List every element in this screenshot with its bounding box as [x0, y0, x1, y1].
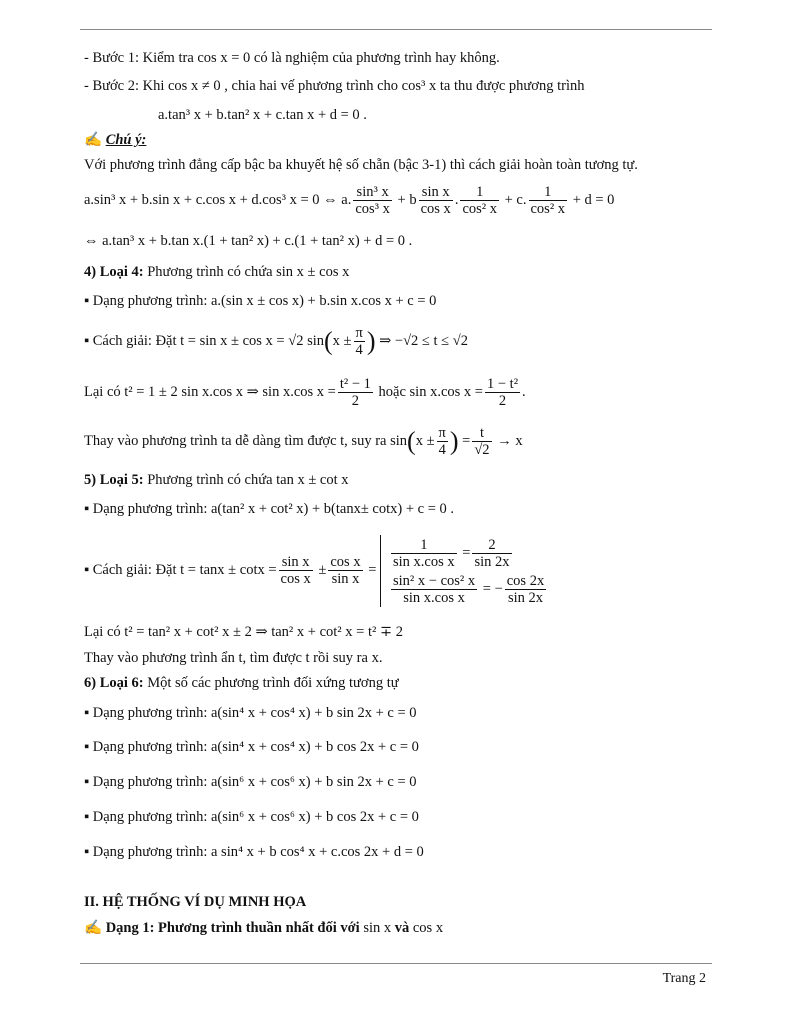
fraction: $\frac{t}{√2}$	[474, 425, 490, 459]
type4-form: ▪ Dạng phương trình: a.(sin x ± cos x) + b.sin x.cos x + c = 0	[84, 293, 437, 309]
fraction: $\frac{\text{sin² x − cos² x}}{\text{sin x.cos x}}$	[393, 572, 476, 606]
equation-equivalent: ⇔ a.tan³ x + b.tan x.(1 + tan² x) + c.(1 + tan² x) + d = 0 .	[84, 233, 413, 249]
type4-thay: Thay vào phương trình ta dễ dàng tìm được t, suy ra sin(x ± $\frac{\pi}{4}$ ) = $\frac{t}{√2}$ → x	[84, 425, 523, 459]
fraction: $\frac{\pi}{4}$	[438, 425, 446, 459]
fraction: $\frac{\text{cos x}}{\text{sin x}}$	[330, 554, 361, 588]
type6-form-1: ▪ Dạng phương trình: a(sin⁴ x + cos⁴ x) + b sin 2x + c = 0	[84, 705, 417, 721]
note-text: Với phương trình đẳng cấp bậc ba khuyết hệ số chẵn (bậc 3-1) thì cách giải hoàn toàn tương tự.	[84, 157, 638, 173]
fraction: $\frac{1}{\text{sin x.cos x}}$	[393, 536, 455, 570]
type6-heading: 6) Loại 6: Một số các phương trình đối xứng tương tự	[84, 675, 399, 691]
type5-solve: ▪ Cách giải: Đặt t = tanx ± cotx = $\frac{\text{sin x}}{\text{cos x}}$ ± $\frac{\text{cos x}}{\text{sin x}}$ = $\frac{1}{\text{sin x.cos x}}$ = $\frac{2}{\sin 2x}$ $\frac{\text{sin² x − cos² x}}{\text{sin x.cos x}}$ = − $\frac{\cos 2x}{\sin 2x}$	[84, 530, 548, 610]
pen-icon: ✍	[84, 920, 103, 936]
fraction: $\frac{\text{1 − t²}}{2}$	[486, 376, 519, 410]
page-number: Trang 2	[662, 971, 706, 986]
header-rule	[80, 29, 712, 30]
equation-sin-cos: a.sin³ x + b.sin x + c.cos x + d.cos³ x = 0 ⇔ a. $\frac{\text{sin³ x}}{\text{cos³ x}}$ + b $\frac{\text{sin x}}{\text{cos x}}$ . $\frac{1}{\text{cos² x}}$ + c. $\frac{1}{\text{cos² x}}$ + d = 0	[84, 184, 615, 218]
footer-rule	[80, 963, 712, 964]
fraction: $\frac{1}{\text{cos² x}}$	[530, 184, 566, 218]
fraction: $\frac{2}{\sin 2x}$	[474, 536, 510, 570]
type6-form-2: ▪ Dạng phương trình: a(sin⁴ x + cos⁴ x) + b cos 2x + c = 0	[84, 739, 419, 755]
type5-form: ▪ Dạng phương trình: a(tan² x + cot² x) + b(tanx± cotx) + c = 0 .	[84, 501, 455, 517]
fraction: $\frac{\cos 2x}{\sin 2x}$	[506, 572, 545, 606]
fraction: $\frac{\text{sin x}}{\text{cos x}}$	[420, 184, 451, 218]
equation-tan: a.tan³ x + b.tan² x + c.tan x + d = 0 .	[158, 107, 367, 123]
pen-icon: ✍	[84, 132, 103, 148]
type6-form-5: ▪ Dạng phương trình: a sin⁴ x + b cos⁴ x + c.cos 2x + d = 0	[84, 844, 424, 860]
system-brace: $\frac{1}{\text{sin x.cos x}}$ = $\frac{2}{\sin 2x}$ $\frac{\text{sin² x − cos² x}}{\text{sin x.cos x}}$ = − $\frac{\cos 2x}{\sin 2x}$	[380, 535, 548, 607]
fraction: $\frac{\text{t² − 1}}{2}$	[339, 376, 371, 410]
type5-heading: 5) Loại 5: Phương trình có chứa tan x ± cot x	[84, 472, 349, 488]
dang1-heading: ✍ Dạng 1: Phương trình thuần nhất đối với sin x và cos x	[84, 920, 444, 936]
type4-lai: Lại có t² = 1 ± 2 sin x.cos x ⇒ sin x.cos x = $\frac{\text{t² − 1}}{2}$ hoặc sin x.cos x = $\frac{\text{1 − t²}}{2}$ .	[84, 376, 526, 410]
note-heading	[84, 131, 146, 149]
type6-form-4: ▪ Dạng phương trình: a(sin⁶ x + cos⁶ x) + b cos 2x + c = 0	[84, 809, 419, 825]
type5-lai: Lại có t² = tan² x + cot² x ± 2 ⇒ tan² x + cot² x = t² ∓ 2	[84, 624, 403, 640]
type4-heading: 4) Loại 4: Phương trình có chứa sin x ± cos x	[84, 264, 350, 280]
fraction: $\frac{\pi}{4}$	[355, 325, 363, 359]
fraction: $\frac{\text{sin x}}{\text{cos x}}$	[280, 554, 311, 588]
step1-line: - Bước 1: Kiểm tra cos x = 0 có là nghiệm của phương trình hay không.	[84, 50, 500, 66]
type6-form-3: ▪ Dạng phương trình: a(sin⁶ x + cos⁶ x) + b sin 2x + c = 0	[84, 774, 417, 790]
step2-line: - Bước 2: Khi cos x ≠ 0 , chia hai vế phương trình cho cos³ x ta thu được phương trình	[84, 78, 585, 94]
section-heading: II. HỆ THỐNG VÍ DỤ MINH HỌA	[84, 894, 307, 910]
note-label: Chú ý:	[105, 132, 147, 148]
type5-thay: Thay vào phương trình ẩn t, tìm được t rồi suy ra x.	[84, 650, 383, 666]
fraction: $\frac{\text{sin³ x}}{\text{cos³ x}}$	[355, 184, 390, 218]
fraction: $\frac{1}{\text{cos² x}}$	[462, 184, 497, 218]
type4-solve: ▪ Cách giải: Đặt t = sin x ± cos x = √2 sin(x ± $\frac{\pi}{4}$ ) ⇒ −√2 ≤ t ≤ √2	[84, 325, 468, 359]
